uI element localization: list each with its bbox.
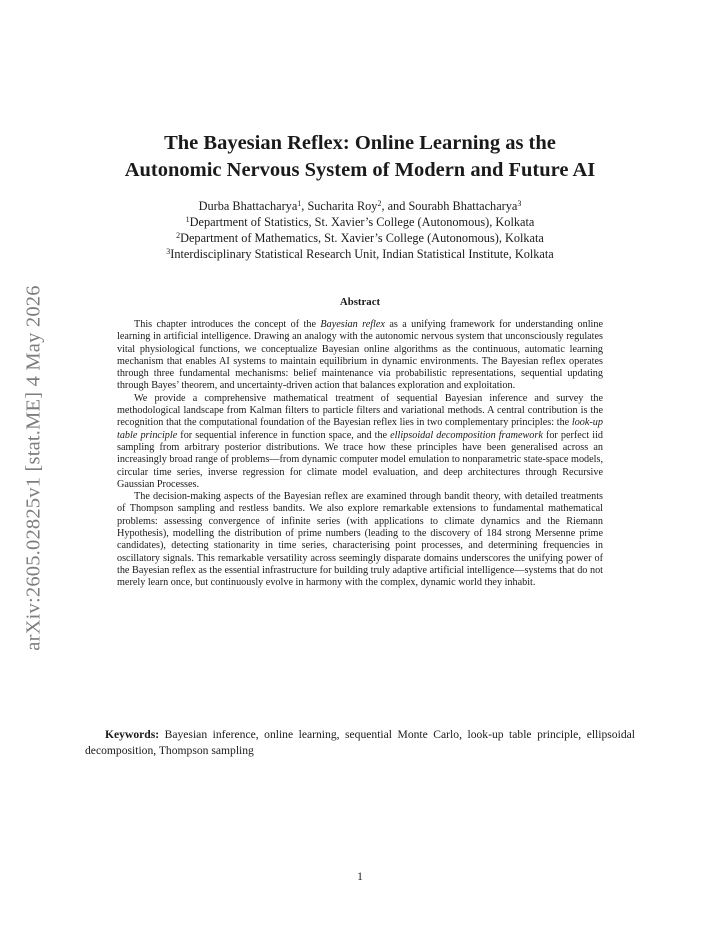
author-superscript: 1 <box>297 199 302 208</box>
keywords <box>85 727 635 758</box>
abstract-paragraph <box>117 393 603 491</box>
affiliation-text: Interdisciplinary Statistical Research Unit, Indian Statistical Institute, Kolkata <box>170 247 554 261</box>
author-name: Sourabh Bhattacharya <box>408 199 518 213</box>
keywords-text: Bayesian inference, online learning, sequential Monte Carlo, look-up table principle, ellipsoidal decomposition, Thompson sampling <box>85 728 635 757</box>
abstract-text: for sequential inference in function space, and the <box>177 429 391 441</box>
author-superscript: 2 <box>377 199 382 208</box>
affiliation-text: Department of Mathematics, St. Xavier’s College (Autonomous), Kolkata <box>180 231 544 245</box>
affiliation-superscript: 3 <box>166 247 171 256</box>
affiliation-line <box>60 246 660 262</box>
abstract-emphasis: ellipsoidal decomposition framework <box>390 429 543 441</box>
author-separator: , <box>301 199 308 213</box>
abstract-paragraph <box>117 319 603 393</box>
abstract-body <box>117 319 603 590</box>
author-block <box>60 198 660 262</box>
abstract-heading: Abstract <box>339 296 381 308</box>
author-name: Durba Bhattacharya <box>198 199 298 213</box>
abstract-paragraph <box>117 491 603 589</box>
abstract-text: This chapter introduces the concept of the <box>134 319 321 330</box>
abstract-text: The decision-making aspects of the Bayesian reflex are examined through bandit theory, with detailed treatments of Thompson sampling and restless bandits. We also explore remarkable extensions to fundamental mathematical problems: assessing convergence of infinite series (with applications to climate dynamics and the Riemann Hypothesis), modelling the distribution of prime numbers (leading to the discovery of 184 strong Mersenne prime candidates), detecting stationarity in time series, characterising point processes, and determining frequencies in oscillatory signals. This remarkable versatility across seemingly disparate domains underscores the unifying power of the Bayesian reflex as the essential infrastructure for building truly adaptive artificial intelligence—systems that do not merely learn once, but continuously evolve in harmony with the complex, dynamic world they inhabit. <box>117 491 603 589</box>
affiliation-superscript: 2 <box>176 231 181 240</box>
affiliation-line <box>60 230 660 246</box>
author-name: Sucharita Roy <box>307 199 378 213</box>
arxiv-identifier-text: arXiv:2605.02825v1 [stat.ME] 4 May 2026 <box>22 285 45 651</box>
abstract-text: We provide a comprehensive mathematical treatment of sequential Bayesian inference and survey the methodological landscape from Kalman filters to particle filters and variational methods. A central contribution is the recognition that the computational foundation of the Bayesian reflex lies in two complementary principles: the <box>117 392 603 429</box>
affiliation-line <box>60 214 660 230</box>
author-separator: , and <box>381 199 409 213</box>
abstract-text: for perfect iid sampling from arbitrary posterior distributions. We trace how these principles have been generalised across an increasingly broad range of problems—from dynamic computer model emulation to nonparametric state-space models, circular time series, inverse regression for climate model evaluation, and deep architectures through Recursive Gaussian Processes. <box>117 429 603 490</box>
abstract-emphasis: look-up table principle <box>117 417 603 441</box>
keywords-label: Keywords: <box>105 728 160 741</box>
paper-title <box>60 130 660 184</box>
author-line <box>60 198 660 214</box>
affiliation-superscript: 1 <box>185 215 190 224</box>
abstract-text: as a unifying framework for understanding online learning in artificial intelligence. Drawing an analogy with the autonomic nervous system that unconsciously regulates vital physiological functions, we conceptualize Bayesian online algorithms as the continuous, automatic learning mechanism that enables AI systems to maintain equilibrium in dynamic environments. The Bayesian reflex operates through three fundamental mechanisms: belief maintenance via probabilistic representations, sequential updating through Bayes’ theorem, and uncertainty-driven action that balances exploration and exploitation. <box>117 319 604 392</box>
affiliation-text: Department of Statistics, St. Xavier’s College (Autonomous), Kolkata <box>189 215 535 229</box>
author-superscript: 3 <box>517 199 522 208</box>
abstract-emphasis: Bayesian reflex <box>320 319 385 330</box>
title-line-1: The Bayesian Reflex: Online Learning as the <box>164 132 556 154</box>
page-number: 1 <box>357 871 363 883</box>
title-line-2: Autonomic Nervous System of Modern and Future AI <box>124 159 596 181</box>
